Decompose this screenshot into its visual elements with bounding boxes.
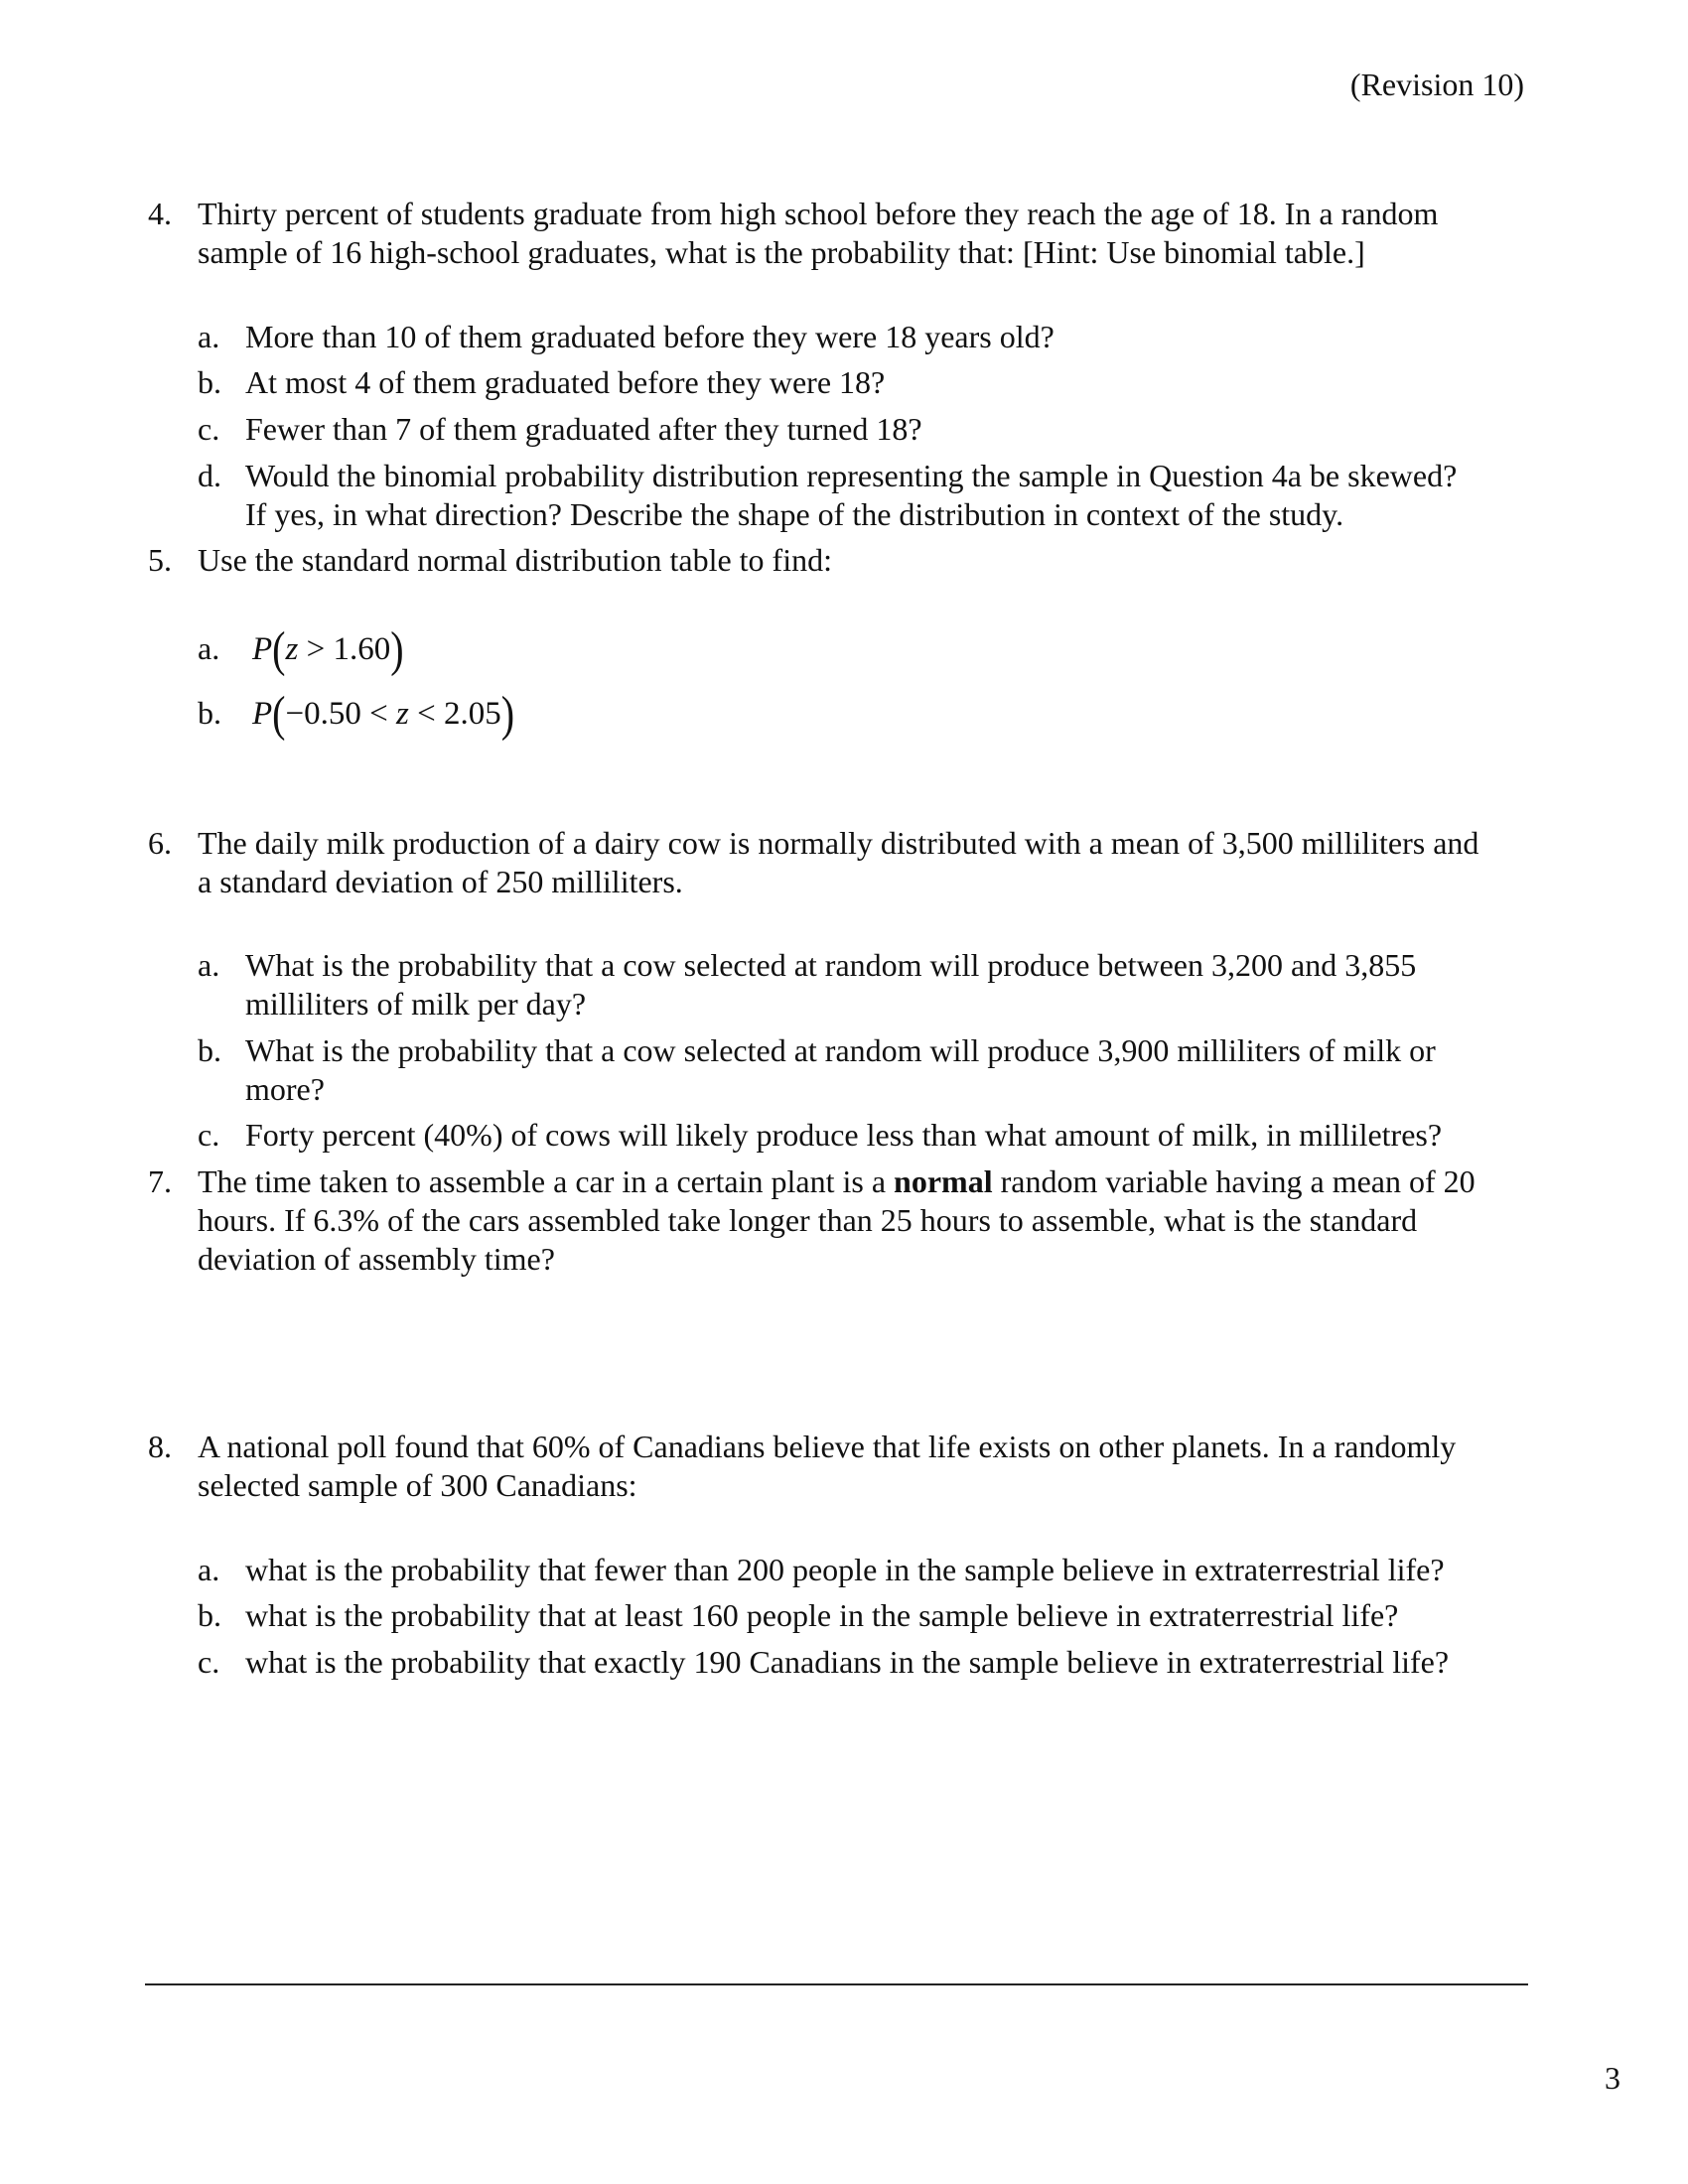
question-text: deviation of assembly time? — [198, 1241, 555, 1277]
question-number: 8. — [148, 1429, 172, 1464]
item-text: what is the probability that at least 160 people in the sample believe in extraterrestrial life? — [245, 1597, 1399, 1633]
question-number: 6. — [148, 825, 172, 861]
paren: ( — [272, 620, 286, 677]
item-label: c. — [198, 1644, 220, 1680]
math-part: > 1.60 — [298, 631, 391, 667]
math-part: −0.50 < — [285, 696, 396, 732]
item-text: more? — [245, 1071, 325, 1107]
item-label: b. — [198, 1032, 221, 1068]
paren: ( — [272, 685, 286, 742]
question-number: 4. — [148, 196, 172, 231]
item-text: What is the probability that a cow selected at random will produce 3,900 milliliters of milk or — [245, 1032, 1436, 1068]
question-number: 7. — [148, 1163, 172, 1199]
question-text: Thirty percent of students graduate from high school before they reach the age of 18. In a random — [198, 196, 1439, 231]
item-text: Fewer than 7 of them graduated after they turned 18? — [245, 411, 922, 447]
paren: ) — [500, 685, 515, 742]
item-label: d. — [198, 458, 221, 493]
math-expression — [252, 620, 404, 677]
item-label: b. — [198, 1597, 221, 1633]
question-text: A national poll found that 60% of Canadians believe that life exists on other planets. In a randomly — [198, 1429, 1457, 1464]
item-text: Forty percent (40%) of cows will likely produce less than what amount of milk, in milliletres? — [245, 1117, 1443, 1153]
math-z: z — [285, 631, 299, 667]
math-z: z — [395, 696, 409, 732]
question-text: a standard deviation of 250 milliliters. — [198, 864, 683, 899]
footer-divider — [145, 1983, 1528, 1985]
item-label: c. — [198, 1117, 220, 1153]
item-text: milliliters of milk per day? — [245, 986, 587, 1022]
math-p: P — [252, 631, 273, 667]
item-text: What is the probability that a cow selected at random will produce between 3,200 and 3,855 — [245, 947, 1417, 983]
item-label: a. — [198, 1552, 220, 1587]
question-text: selected sample of 300 Canadians: — [198, 1467, 637, 1503]
question-number: 5. — [148, 542, 172, 578]
item-text: what is the probability that fewer than 200 people in the sample believe in extraterrestrial life? — [245, 1552, 1445, 1587]
item-text: More than 10 of them graduated before they were 18 years old? — [245, 319, 1055, 354]
question-text: sample of 16 high-school graduates, what is the probability that: [Hint: Use binomial table.] — [198, 234, 1365, 270]
math-expression — [252, 685, 515, 742]
question-text: hours. If 6.3% of the cars assembled take longer than 25 hours to assemble, what is the standard — [198, 1202, 1418, 1238]
question-text — [198, 1162, 1476, 1201]
paren: ) — [390, 620, 404, 677]
item-label: a. — [198, 947, 220, 983]
item-label: a. — [198, 319, 220, 354]
revision-label: (Revision 10) — [1349, 67, 1524, 102]
item-text: At most 4 of them graduated before they were 18? — [245, 364, 886, 400]
item-label: b. — [198, 364, 221, 400]
item-label: b. — [198, 695, 221, 731]
math-part: < 2.05 — [408, 696, 501, 732]
item-text: what is the probability that exactly 190 Canadians in the sample believe in extraterrestrial life? — [245, 1644, 1450, 1680]
question-text: Use the standard normal distribution table to find: — [198, 542, 832, 578]
item-label: a. — [198, 630, 220, 666]
item-text: If yes, in what direction? Describe the shape of the distribution in context of the study. — [245, 496, 1344, 532]
item-text: Would the binomial probability distribution representing the sample in Question 4a be skewed? — [245, 458, 1458, 493]
text-part: The time taken to assemble a car in a certain plant is a — [198, 1163, 895, 1199]
item-label: c. — [198, 411, 220, 447]
question-text: The daily milk production of a dairy cow is normally distributed with a mean of 3,500 milliliters and — [198, 825, 1479, 861]
text-part: random variable having a mean of 20 — [992, 1163, 1476, 1199]
page-number: 3 — [1605, 2060, 1620, 2096]
math-p: P — [252, 696, 273, 732]
bold-term: normal — [894, 1163, 993, 1199]
